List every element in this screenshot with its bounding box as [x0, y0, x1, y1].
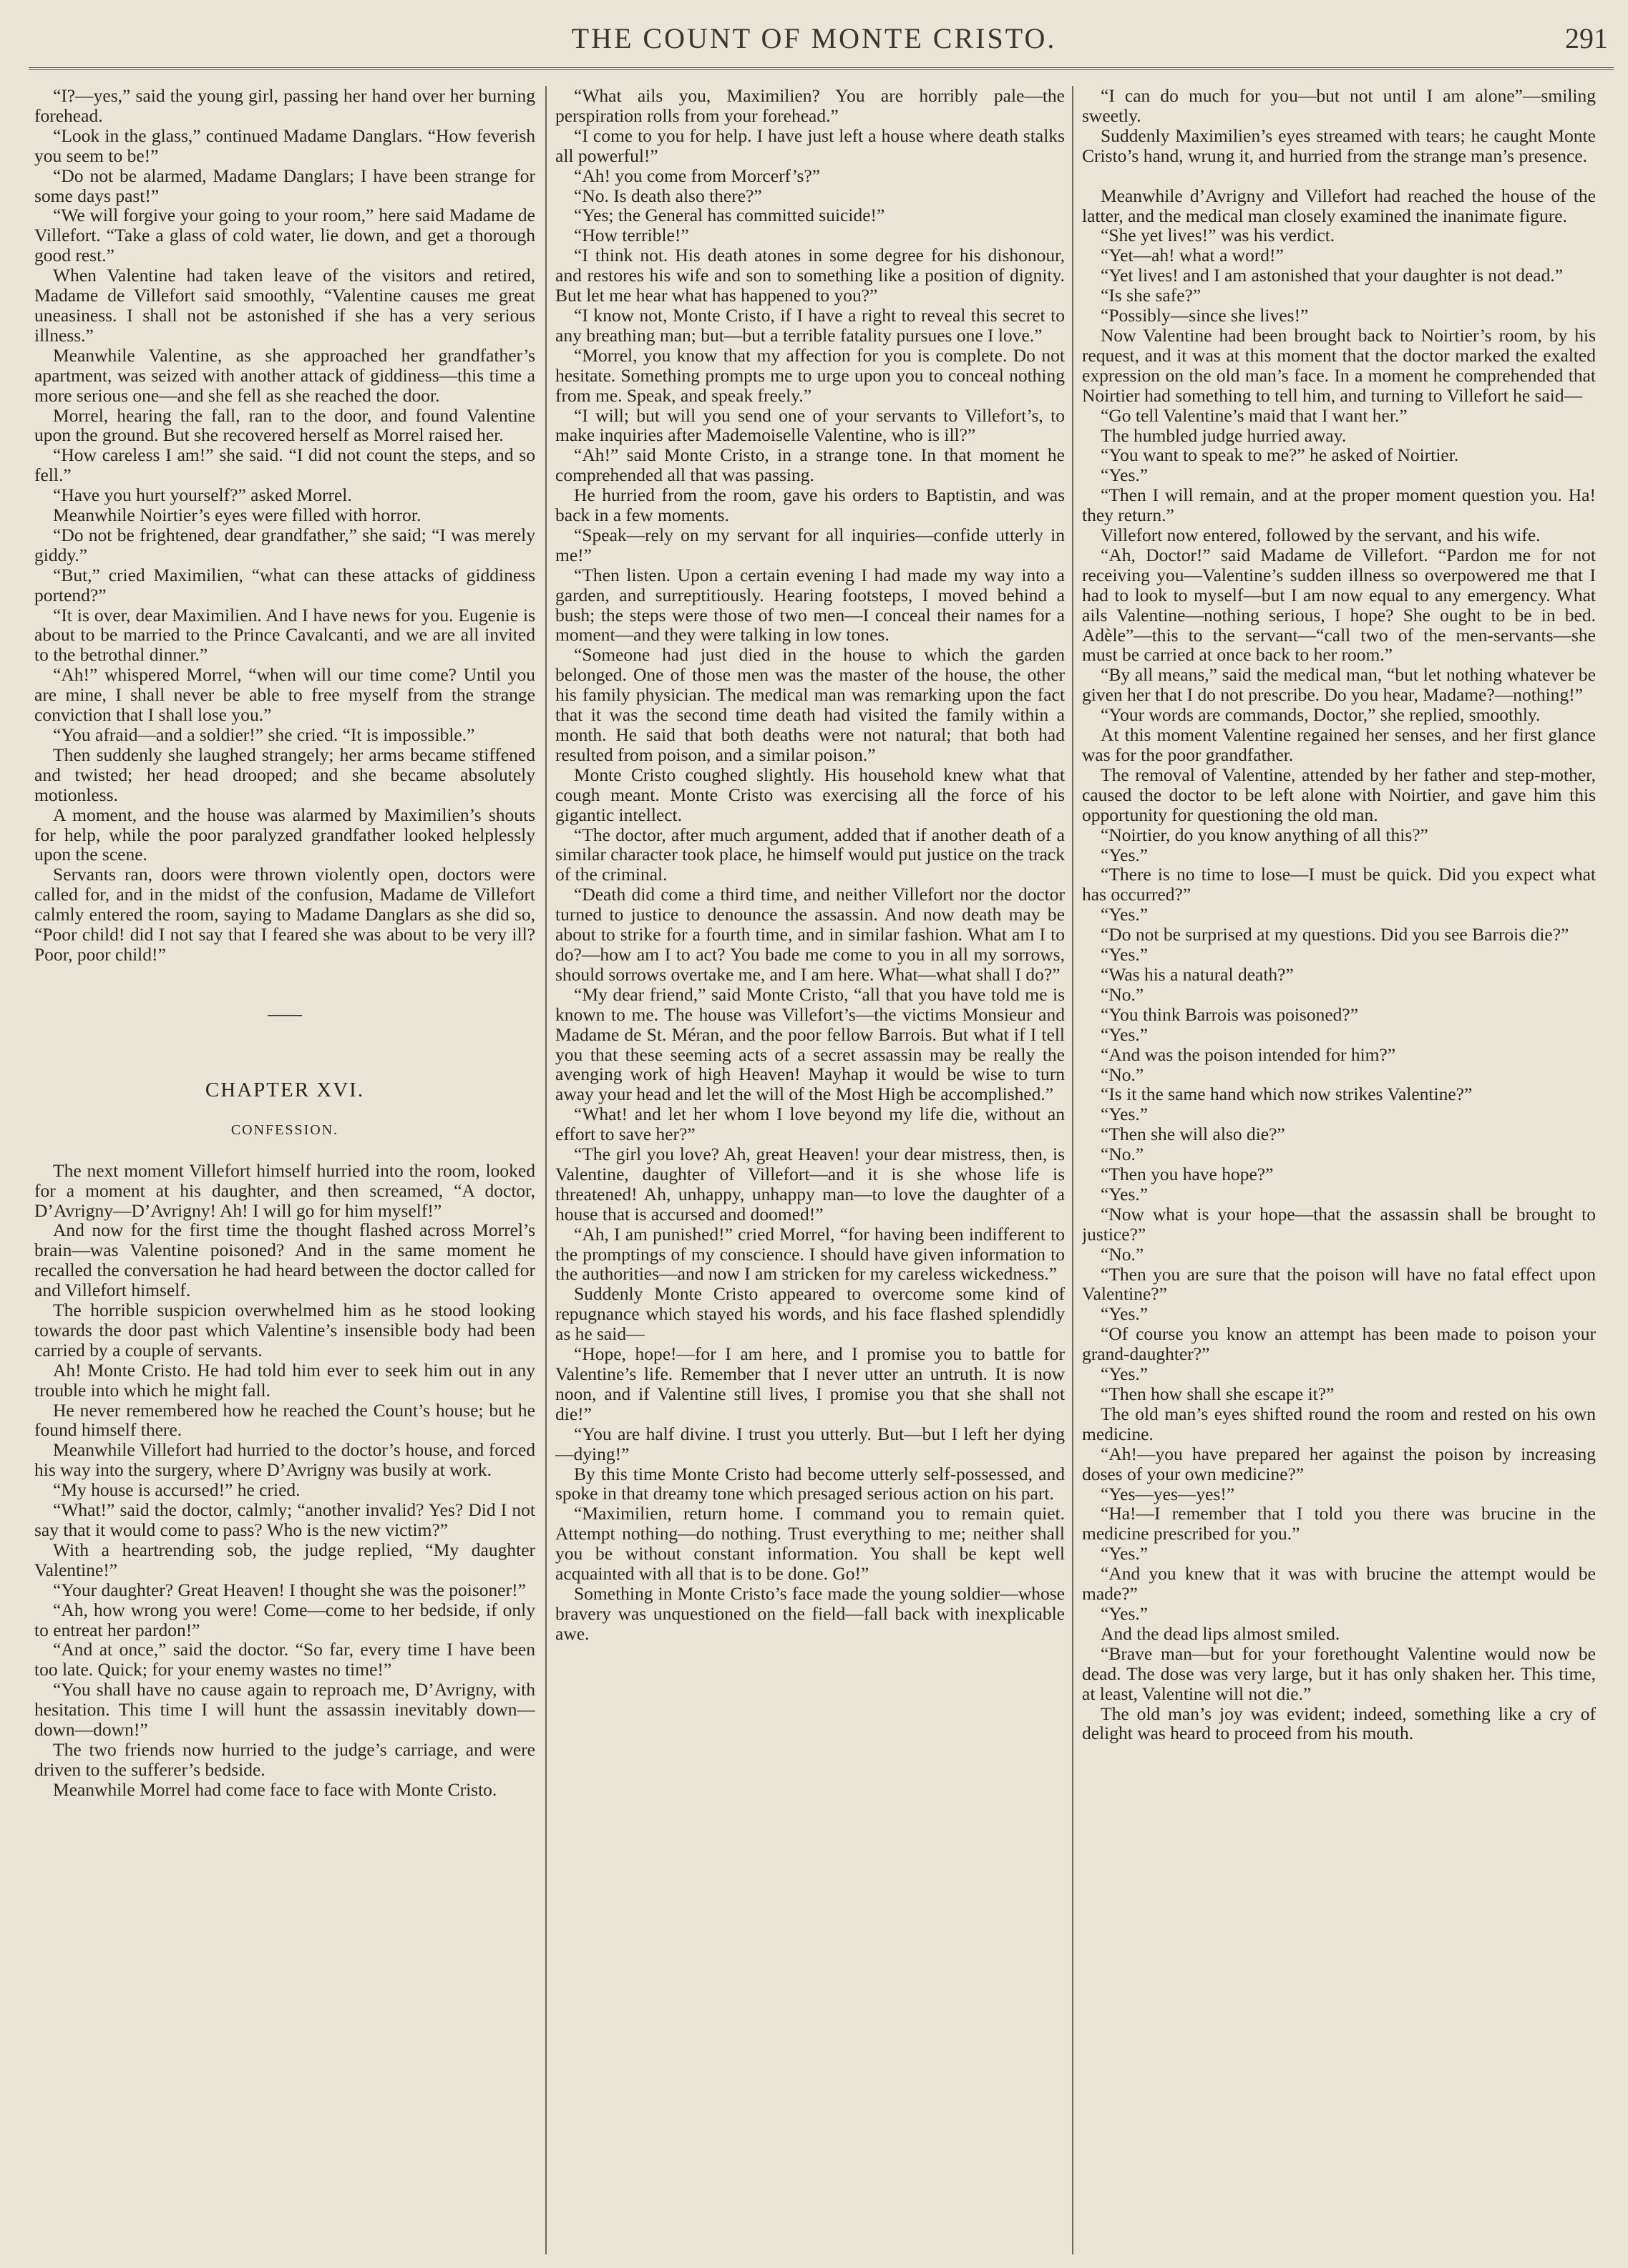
running-title: THE COUNT OF MONTE CRISTO.: [571, 22, 1057, 54]
paragraph: “The girl you love? Ah, great Heaven! your dear mistress, then, is Valentine, daughter of Villefort—and it is she whose life is threatened! Ah, unhappy, unhappy man—to love the daughter of a house that is accursed and doomed!”: [555, 1144, 1065, 1225]
paragraph: “Brave man—but for your forethought Valentine would now be dead. The dose was very large, but it has only shaken her. This time, at least, Valentine will not die.”: [1082, 1642, 1596, 1704]
paragraph: And the dead lips almost smiled.: [1101, 1622, 1340, 1644]
paragraph: “Yes.”: [1101, 464, 1149, 486]
paragraph: A moment, and the house was alarmed by Maximilien’s shouts for help, while the poor paralyzed grandfather looked helplessly upon the scene.: [34, 804, 535, 865]
chapter-heading: CHAPTER XVI.: [205, 1078, 365, 1101]
paragraph: Suddenly Maximilien’s eyes streamed with tears; he caught Monte Cristo’s hand, wrung it, and hurried from the strange man’s presence.: [1082, 125, 1596, 166]
paragraph: The old man’s eyes shifted round the room and rested on his own medicine.: [1082, 1403, 1596, 1444]
paragraph: “Noirtier, do you know anything of all this?”: [1101, 824, 1428, 845]
paragraph: “My dear friend,” said Monte Cristo, “all that you have told me is known to me. The house was Villefort’s—the victims Monsieur and Madame de St. Méran, and the poor fellow Barrois. But what if I tell you that these seeming acts of a secret assassin may be really the avenging work of high Heaven! Mayhap it would be wise to turn away your head and let the will of the Most High be accomplished.”: [555, 983, 1065, 1105]
paragraph: Suddenly Monte Cristo appeared to overcome some kind of repugnance which stayed his words, and his face flashed splendidly as he said—: [555, 1283, 1065, 1345]
paragraph: Meanwhile d’Avrigny and Villefort had reached the house of the latter, and the medical man closely examined the inanimate figure.: [1082, 185, 1596, 226]
paragraph: “Ah, I am punished!” cried Morrel, “for having been indifferent to the promptings of my conscience. I should have given information to the authorities—and now I am stricken for my careless wickedness.”: [555, 1223, 1065, 1285]
paragraph: “Have you hurt yourself?” asked Morrel.: [53, 485, 352, 506]
paragraph: “Death did come a third time, and neither Villefort nor the doctor turned to justice to denounce the assassin. And now death may be about to strike for a fourth time, and in similar fashion. What am I to do?—how am I to act? You bade me come to you in all my sorrows, should sorrows overtake me, and I am here. What—what shall I do?”: [555, 884, 1065, 985]
paragraph: Meanwhile Valentine, as she approached her grandfather’s apartment, was seized with another attack of giddiness—this time a more serious one—and she fell as she reached the door.: [34, 344, 535, 406]
paragraph: “Possibly—since she lives!”: [1101, 305, 1309, 326]
paragraph: When Valentine had taken leave of the visitors and retired, Madame de Villefort said smoothly, “Valentine causes me great uneasiness. I shall not be astonished if she has a very serious illness.”: [34, 265, 535, 346]
paragraph: “I come to you for help. I have just left a house where death stalks all powerful!”: [555, 125, 1065, 166]
paragraph: And now for the first time the thought flashed across Morrel’s brain—was Valentine poisoned? And in the same moment he recalled the conversation he had heard between the doctor called for and Villefort himself.: [34, 1220, 535, 1301]
paragraph: “It is over, dear Maximilien. And I have news for you. Eugenie is about to be married to the Prince Cavalcanti, and we are all invited to the betrothal dinner.”: [34, 604, 535, 666]
paragraph: “What!” said the doctor, calmly; “another invalid? Yes? Did I not say that it would come to pass? Who is the new victim?”: [34, 1499, 535, 1540]
paragraph: He never remembered how he reached the Count’s house; but he found himself there.: [34, 1399, 535, 1441]
paragraph: “Yes.”: [1101, 1104, 1149, 1125]
paragraph: “Your words are commands, Doctor,” she replied, smoothly.: [1101, 704, 1541, 726]
paragraph: “Do not be alarmed, Madame Danglars; I have been strange for some days past!”: [34, 165, 535, 206]
paragraph: “Yes.”: [1101, 844, 1149, 865]
paragraph: “How careless I am!” she said. “I did not count the steps, and so fell.”: [34, 444, 535, 486]
paragraph: Ah! Monte Cristo. He had told him ever to seek him out in any trouble into which he might fall.: [34, 1359, 535, 1401]
paragraph: “You want to speak to me?” he asked of Noirtier.: [1101, 444, 1459, 466]
paragraph: “Is she safe?”: [1101, 285, 1201, 306]
paragraph: “By all means,” said the medical man, “but let nothing whatever be given her that I do not prescribe. Do you hear, Madame?—nothing!”: [1082, 664, 1596, 706]
paragraph: Meanwhile Morrel had come face to face with Monte Cristo.: [53, 1778, 497, 1800]
column-divider-left: [545, 86, 547, 2254]
paragraph: “Yes.”: [1101, 1543, 1149, 1564]
paragraph: “Ah, Doctor!” said Madame de Villefort. “Pardon me for not receiving you—Valentine’s sudden illness so overpowered me that I had to look to myself—but I am now equal to any emergency. What ails Valentine—nothing serious, I hope? She ought to be in bed. Adèle”—this to the servant—“call two of the men-servants—she must be carried at once back to her room.”: [1082, 544, 1596, 666]
paragraph: “Ah!—you have prepared her against the poison by increasing doses of your own medicine?”: [1082, 1443, 1596, 1484]
paragraph: “I will; but will you send one of your servants to Villefort’s, to make inquiries after Mademoiselle Valentine, who is ill?”: [555, 404, 1065, 446]
paragraph: “Then how shall she escape it?”: [1101, 1383, 1335, 1404]
paragraph: “You are half divine. I trust you utterly. But—but I left her dying—dying!”: [555, 1423, 1065, 1464]
paragraph: “Yes.”: [1101, 1303, 1149, 1325]
paragraph: “Go tell Valentine’s maid that I want her.”: [1101, 404, 1408, 426]
paragraph: “No.”: [1101, 983, 1144, 1005]
paragraph: “Look in the glass,” continued Madame Danglars. “How feverish you seem to be!”: [34, 125, 535, 166]
text-column-1: [34, 86, 535, 2258]
paragraph: The humbled judge hurried away.: [1101, 424, 1347, 446]
paragraph: “Then listen. Upon a certain evening I had made my way into a garden, and surreptitiously. Hearing footsteps, I moved behind a bush; the steps were those of two men—I conceal their names for a moment—and they were talking in low tones.: [555, 564, 1065, 646]
paragraph: “The doctor, after much argument, added that if another death of a similar character took place, he himself would put justice on the track of the criminal.: [555, 824, 1065, 885]
paragraph: “Of course you know an attempt has been made to poison your grand-daughter?”: [1082, 1323, 1596, 1365]
paragraph: The old man’s joy was evident; indeed, something like a cry of delight was heard to proceed from his mouth.: [1082, 1703, 1596, 1744]
paragraph: “Yes.”: [1101, 1363, 1149, 1385]
paragraph: “Ah!” said Monte Cristo, in a strange tone. In that moment he comprehended all that was passing.: [555, 444, 1065, 486]
paragraph: Meanwhile Noirtier’s eyes were filled with horror.: [53, 505, 421, 526]
paragraph: “Yes.”: [1101, 1183, 1149, 1204]
paragraph: “You shall have no cause again to reproach me, D’Avrigny, with hesitation. This time I will hunt the assassin inevitably down—down—down!”: [34, 1679, 535, 1741]
chapter-subtitle: CONFESSION.: [230, 1121, 339, 1138]
paragraph: “Then you have hope?”: [1101, 1164, 1274, 1185]
paragraph: “What! and let her whom I love beyond my life die, without an effort to save her?”: [555, 1104, 1065, 1145]
text-column-2: [555, 86, 1065, 2258]
paragraph: “And at once,” said the doctor. “So far, every time I have been too late. Quick; for your enemy wastes no time!”: [34, 1639, 535, 1680]
paragraph: “Was his a natural death?”: [1101, 963, 1294, 985]
paragraph: Something in Monte Cristo’s face made the young soldier—whose bravery was unquestioned on the field—fall back with inexplicable awe.: [555, 1582, 1065, 1644]
paragraph: “There is no time to lose—I must be quick. Did you expect what has occurred?”: [1082, 864, 1596, 905]
paragraph: “You afraid—and a soldier!” she cried. “It is impossible.”: [53, 724, 475, 745]
paragraph: The two friends now hurried to the judge’s carriage, and were driven to the sufferer’s bedside.: [34, 1738, 535, 1780]
paragraph: The removal of Valentine, attended by her father and step-mother, caused the doctor to be left alone with Noirtier, and gave him this opportunity for questioning the old man.: [1082, 764, 1596, 825]
paragraph: “Yet—ah! what a word!”: [1101, 245, 1284, 266]
paragraph: “Yes; the General has committed suicide!”: [574, 205, 885, 226]
paragraph: “Ah! you come from Morcerf’s?”: [574, 165, 821, 186]
paragraph: “But,” cried Maximilien, “what can these attacks of giddiness portend?”: [34, 564, 535, 605]
paragraph: “Morrel, you know that my affection for you is complete. Do not hesitate. Something prompts me to urge upon you to conceal nothing from me. Speak, and speak freely.”: [555, 344, 1065, 406]
paragraph: Servants ran, doors were thrown violently open, doctors were called for, and in the midst of the confusion, Madame de Villefort calmly entered the room, saying to Madame Danglars as she did so, “Poor child! did I not say that I feared she was about to be very ill? Poor, poor child!”: [34, 864, 535, 965]
paragraph: “Maximilien, return home. I command you to remain quiet. Attempt nothing—do nothing. Trust everything to me; neither shall you be without constant information. You shall be kept well acquainted with all that is to be done. Go!”: [555, 1503, 1065, 1585]
section-rule: [268, 1015, 302, 1016]
paragraph: “No.”: [1101, 1243, 1144, 1265]
paragraph: By this time Monte Cristo had become utterly self-possessed, and spoke in that dreamy tone which presaged serious action on his part.: [555, 1463, 1065, 1504]
paragraph: “Now what is your hope—that the assassin shall be brought to justice?”: [1082, 1203, 1596, 1245]
paragraph: “Then you are sure that the poison will have no fatal effect upon Valentine?”: [1082, 1263, 1596, 1305]
paragraph: “Yes.”: [1101, 1602, 1149, 1624]
paragraph: “Is it the same hand which now strikes Valentine?”: [1101, 1084, 1473, 1105]
paragraph: “Yet lives! and I am astonished that your daughter is not dead.”: [1101, 265, 1564, 286]
column-2-paragraphs: [555, 86, 1065, 1644]
paragraph: “She yet lives!” was his verdict.: [1101, 225, 1335, 246]
paragraph: “What ails you, Maximilien? You are horribly pale—the perspiration rolls from your forehead.”: [555, 86, 1065, 126]
column-3-paragraphs-main: [1082, 186, 1596, 1744]
paragraph: Villefort now entered, followed by the servant, and his wife.: [1101, 525, 1541, 546]
paragraph: Monte Cristo coughed slightly. His household knew what that cough meant. Monte Cristo was exercising all the force of his gigantic intellect.: [555, 764, 1065, 825]
paragraph: The next moment Villefort himself hurried into the room, looked for a moment at his daughter, and then screamed, “A doctor, D’Avrigny—D’Avrigny! Ah! I will go for him myself!”: [34, 1159, 535, 1221]
paragraph: “Do not be frightened, dear grandfather,” she said; “I was merely giddy.”: [34, 524, 535, 565]
paragraph: He hurried from the room, gave his orders to Baptistin, and was back in a few moments.: [555, 485, 1065, 526]
paragraph: “Your daughter? Great Heaven! I thought she was the poisoner!”: [53, 1579, 526, 1600]
paragraph: “I can do much for you—but not until I am alone”—smiling sweetly.: [1082, 86, 1596, 126]
paragraph: “Someone had just died in the house to which the garden belonged. One of those men was the master of the house, the other his family physician. The medical man was remarking upon the fact that it was the second time death had visited the family within a month. He said that both deaths were not natural; that both had resulted from poison, and a similar poison.”: [555, 644, 1065, 765]
paragraph: “We will forgive your going to your room,” here said Madame de Villefort. “Take a glass of cold water, lie down, and get a thorough good rest.”: [34, 205, 535, 266]
paragraph: The horrible suspicion overwhelmed him as he stood looking towards the door past which Valentine’s insensible body had been carried by a couple of servants.: [34, 1300, 535, 1361]
paragraph: “Do not be surprised at my questions. Did you see Barrois die?”: [1101, 924, 1569, 945]
paragraph: “I know not, Monte Cristo, if I have a right to reveal this secret to any breathing man; but—but a terrible fatality pursues one I love.”: [555, 304, 1065, 346]
paragraph: “No.”: [1101, 1144, 1144, 1165]
paragraph: “I?—yes,” said the young girl, passing her hand over her burning forehead.: [34, 86, 535, 126]
paragraph: “Hope, hope!—for I am here, and I promise you to battle for Valentine’s life. Remember that I never utter an untruth. It is now noon, and if Valentine still lives, I promise you that she shall not die!”: [555, 1343, 1065, 1424]
paragraph: Now Valentine had been brought back to Noirtier’s room, by his request, and it was at this moment that the doctor marked the exalted expression on the old man’s face. In a moment he comprehended that Noirtier had something to tell him, and turning to Villefort he said—: [1082, 324, 1596, 406]
column-1-paragraphs-after-chapter: [34, 1161, 535, 1800]
page-number: 291: [1565, 22, 1608, 54]
column-3-paragraphs-top: [1082, 86, 1596, 166]
page-header: [0, 21, 1628, 57]
column-divider-right: [1072, 86, 1073, 2254]
paragraph: “And was the poison intended for him?”: [1101, 1043, 1396, 1065]
paragraph: “No. Is death also there?”: [574, 185, 762, 206]
paragraph: “How terrible!”: [574, 225, 689, 246]
paragraph: “Ah, how wrong you were! Come—come to her bedside, if only to entreat her pardon!”: [34, 1599, 535, 1640]
paragraph: “Then I will remain, and at the proper moment question you. Ha! they return.”: [1082, 485, 1596, 526]
paragraph: “Then she will also die?”: [1101, 1124, 1285, 1145]
section-break: [1082, 166, 1596, 186]
paragraph: Then suddenly she laughed strangely; her arms became stiffened and twisted; her head drooped; and she became absolutely motionless.: [34, 744, 535, 805]
header-rule: [29, 67, 1614, 70]
paragraph: With a heartrending sob, the judge replied, “My daughter Valentine!”: [34, 1539, 535, 1580]
paragraph: “Ha!—I remember that I told you there was brucine in the medicine prescribed for you.”: [1082, 1503, 1596, 1544]
column-1-paragraphs-before-chapter: [34, 86, 535, 965]
text-column-3: [1082, 86, 1596, 2258]
paragraph: “My house is accursed!” he cried.: [53, 1479, 301, 1501]
paragraph: “Ah!” whispered Morrel, “when will our time come? Until you are mine, I shall never be able to free myself from the strange conviction that I shall lose you.”: [34, 664, 535, 726]
paragraph: “I think not. His death atones in some degree for his dishonour, and restores his wife and son to something like a position of dignity. But let me hear what has happened to you?”: [555, 245, 1065, 306]
paragraph: “No.”: [1101, 1064, 1144, 1085]
paragraph: Morrel, hearing the fall, ran to the door, and found Valentine upon the ground. But she recovered herself as Morrel raised her.: [34, 404, 535, 446]
paragraph: “Yes.”: [1101, 944, 1149, 965]
paragraph: “Speak—rely on my servant for all inquiries—confide utterly in me!”: [555, 524, 1065, 565]
paragraph: Meanwhile Villefort had hurried to the doctor’s house, and forced his way into the surgery, where D’Avrigny was busily at work.: [34, 1439, 535, 1481]
paragraph: “You think Barrois was poisoned?”: [1101, 1003, 1359, 1025]
paragraph: “And you knew that it was with brucine the attempt would be made?”: [1082, 1563, 1596, 1605]
paragraph: “Yes—yes—yes!”: [1101, 1483, 1235, 1504]
paragraph: At this moment Valentine regained her senses, and her first glance was for the poor grandfather.: [1082, 724, 1596, 765]
paragraph: “Yes.”: [1101, 904, 1149, 925]
paragraph: “Yes.”: [1101, 1023, 1149, 1045]
